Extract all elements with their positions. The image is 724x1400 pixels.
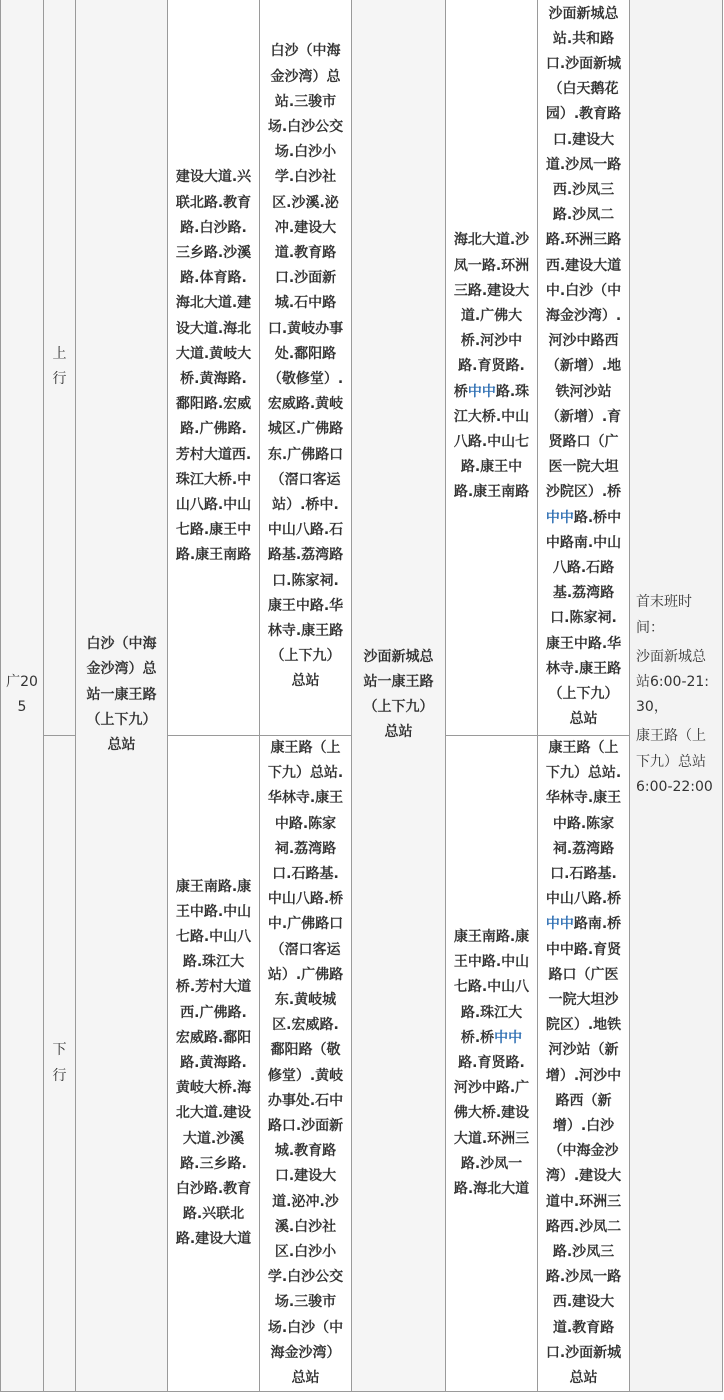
up-stops: 白沙（中海金沙湾）总站.三骏市场.白沙公交场.白沙小学.白沙社区.沙溪.泌冲.建设大道.教育路口.沙面新城.石中路口.黄岐办事处.鄱阳路（敬修堂）.宏威路.黄岐城区.广佛路东.广佛路口（滘口客运站）.桥中.中山八路.石路基.荔湾路口.陈家祠.康王中路.华林寺.康王路（上下九）总站 [267, 43, 344, 690]
service-time-label: 首末班时间： [636, 594, 692, 636]
up-new-stops: 沙面新城总站.共和路口.沙面新城（白天鹅花园）.教育路口.建设大道.沙凤一路西.沙凤三路.沙凤二路.环洲三路西.建设大道中.白沙（中海金沙湾）.河沙中路西（新增）.地铁河沙站（新增）.育贤路口（广医一院大坦沙院区）.桥中中路.桥中中路南.中山八路.石路基.荔湾路口.陈家祠.康王中路.华林寺.康王路（上下九）总站 [545, 5, 622, 728]
service-time-line-1: 沙面新城总站6:00-21:30， [636, 648, 710, 716]
down-streets-cell [168, 736, 260, 1392]
down-stops-cell [260, 736, 352, 1392]
up-stops-cell [260, 0, 352, 736]
down-new-streets-cell [446, 736, 538, 1392]
down-new-stops-link[interactable]: 中中 [545, 916, 574, 933]
up-new-streets-link[interactable]: 中中 [467, 383, 496, 400]
down-new-streets: 康王南路.康王中路.中山七路.中山八路.珠江大桥.桥中中路.育贤路.河沙中路.广佛大桥.建设大道.环洲三路.沙凤一路.海北大道 [453, 929, 530, 1198]
direction-up-cell [44, 0, 76, 736]
up-new-streets-cell [446, 0, 538, 736]
down-stops: 康王路（上下九）总站.华林寺.康王中路.陈家祠.荔湾路口.石路基.中山八路.桥中.广佛路口（滘口客运站）.广佛路东.黄岐城区.宏威路.鄱阳路（敬修堂）.黄岐办事处.石中路口.沙面新城.教育路口.建设大道.泌冲.沙溪.白沙社区.白沙小学.白沙公交场.三骏市场.白沙（中海金沙湾）总站 [267, 740, 344, 1387]
route-number-cell [1, 0, 44, 1392]
down-new-stops-cell [538, 736, 630, 1392]
route-number: 广205 [6, 673, 38, 716]
up-new-stops-cell [538, 0, 630, 736]
row-up [1, 0, 723, 736]
direction-down-label: 下行 [52, 1042, 67, 1084]
direction-up-label: 上行 [52, 345, 67, 387]
down-streets: 康王南路.康王中路.中山七路.中山八路.珠江大桥.芳村大道西.广佛路.宏威路.鄱阳路.黄海路.黄岐大桥.海北大道.建设大道.沙溪路.三乡路.白沙路.教育路.兴联北路.建设大道 [175, 878, 252, 1248]
service-time-line-2: 康王路（上下九）总站6:00-22:00 [636, 728, 713, 795]
direction-down-cell [44, 736, 76, 1392]
up-streets: 建设大道.兴联北路.教育路.白沙路.三乡路.沙溪路.体育路.海北大道.建设大道.海北大道.黄岐大桥.黄海路.鄱阳路.宏威路.广佛路.芳村大道西.珠江大桥.中山八路.中山七路.康王中路.康王南路 [175, 169, 252, 564]
service-time-cell [630, 0, 723, 1392]
down-new-stops: 康王路（上下九）总站.华林寺.康王中路.陈家祠.荔湾路口.石路基.中山八路.桥中中路南.桥中中路.育贤路口（广医一院大坦沙院区）.地铁河沙站（新增）.河沙中路西（新增）.白沙（中海金沙湾）.建设大道中.环洲三路西.沙凤二路.沙凤三路.沙凤一路西.建设大道.教育路口.沙面新城总站 [545, 740, 622, 1387]
up-new-stops-link[interactable]: 中中 [545, 509, 574, 526]
down-new-streets-link[interactable]: 中中 [494, 1029, 523, 1046]
new-terminal-name: 沙面新城总站一康王路（上下九）总站 [363, 648, 434, 741]
new-terminal-name-cell [352, 0, 446, 1392]
up-streets-cell [168, 0, 260, 736]
up-new-streets: 海北大道.沙凤一路.环洲三路.建设大道.广佛大桥.河沙中路.育贤路.桥中中路.珠江大桥.中山八路.中山七路.康王中路.康王南路 [453, 232, 530, 501]
terminal-name-cell [76, 0, 168, 1392]
terminal-name: 白沙（中海金沙湾）总站一康王路（上下九）总站 [86, 636, 157, 753]
